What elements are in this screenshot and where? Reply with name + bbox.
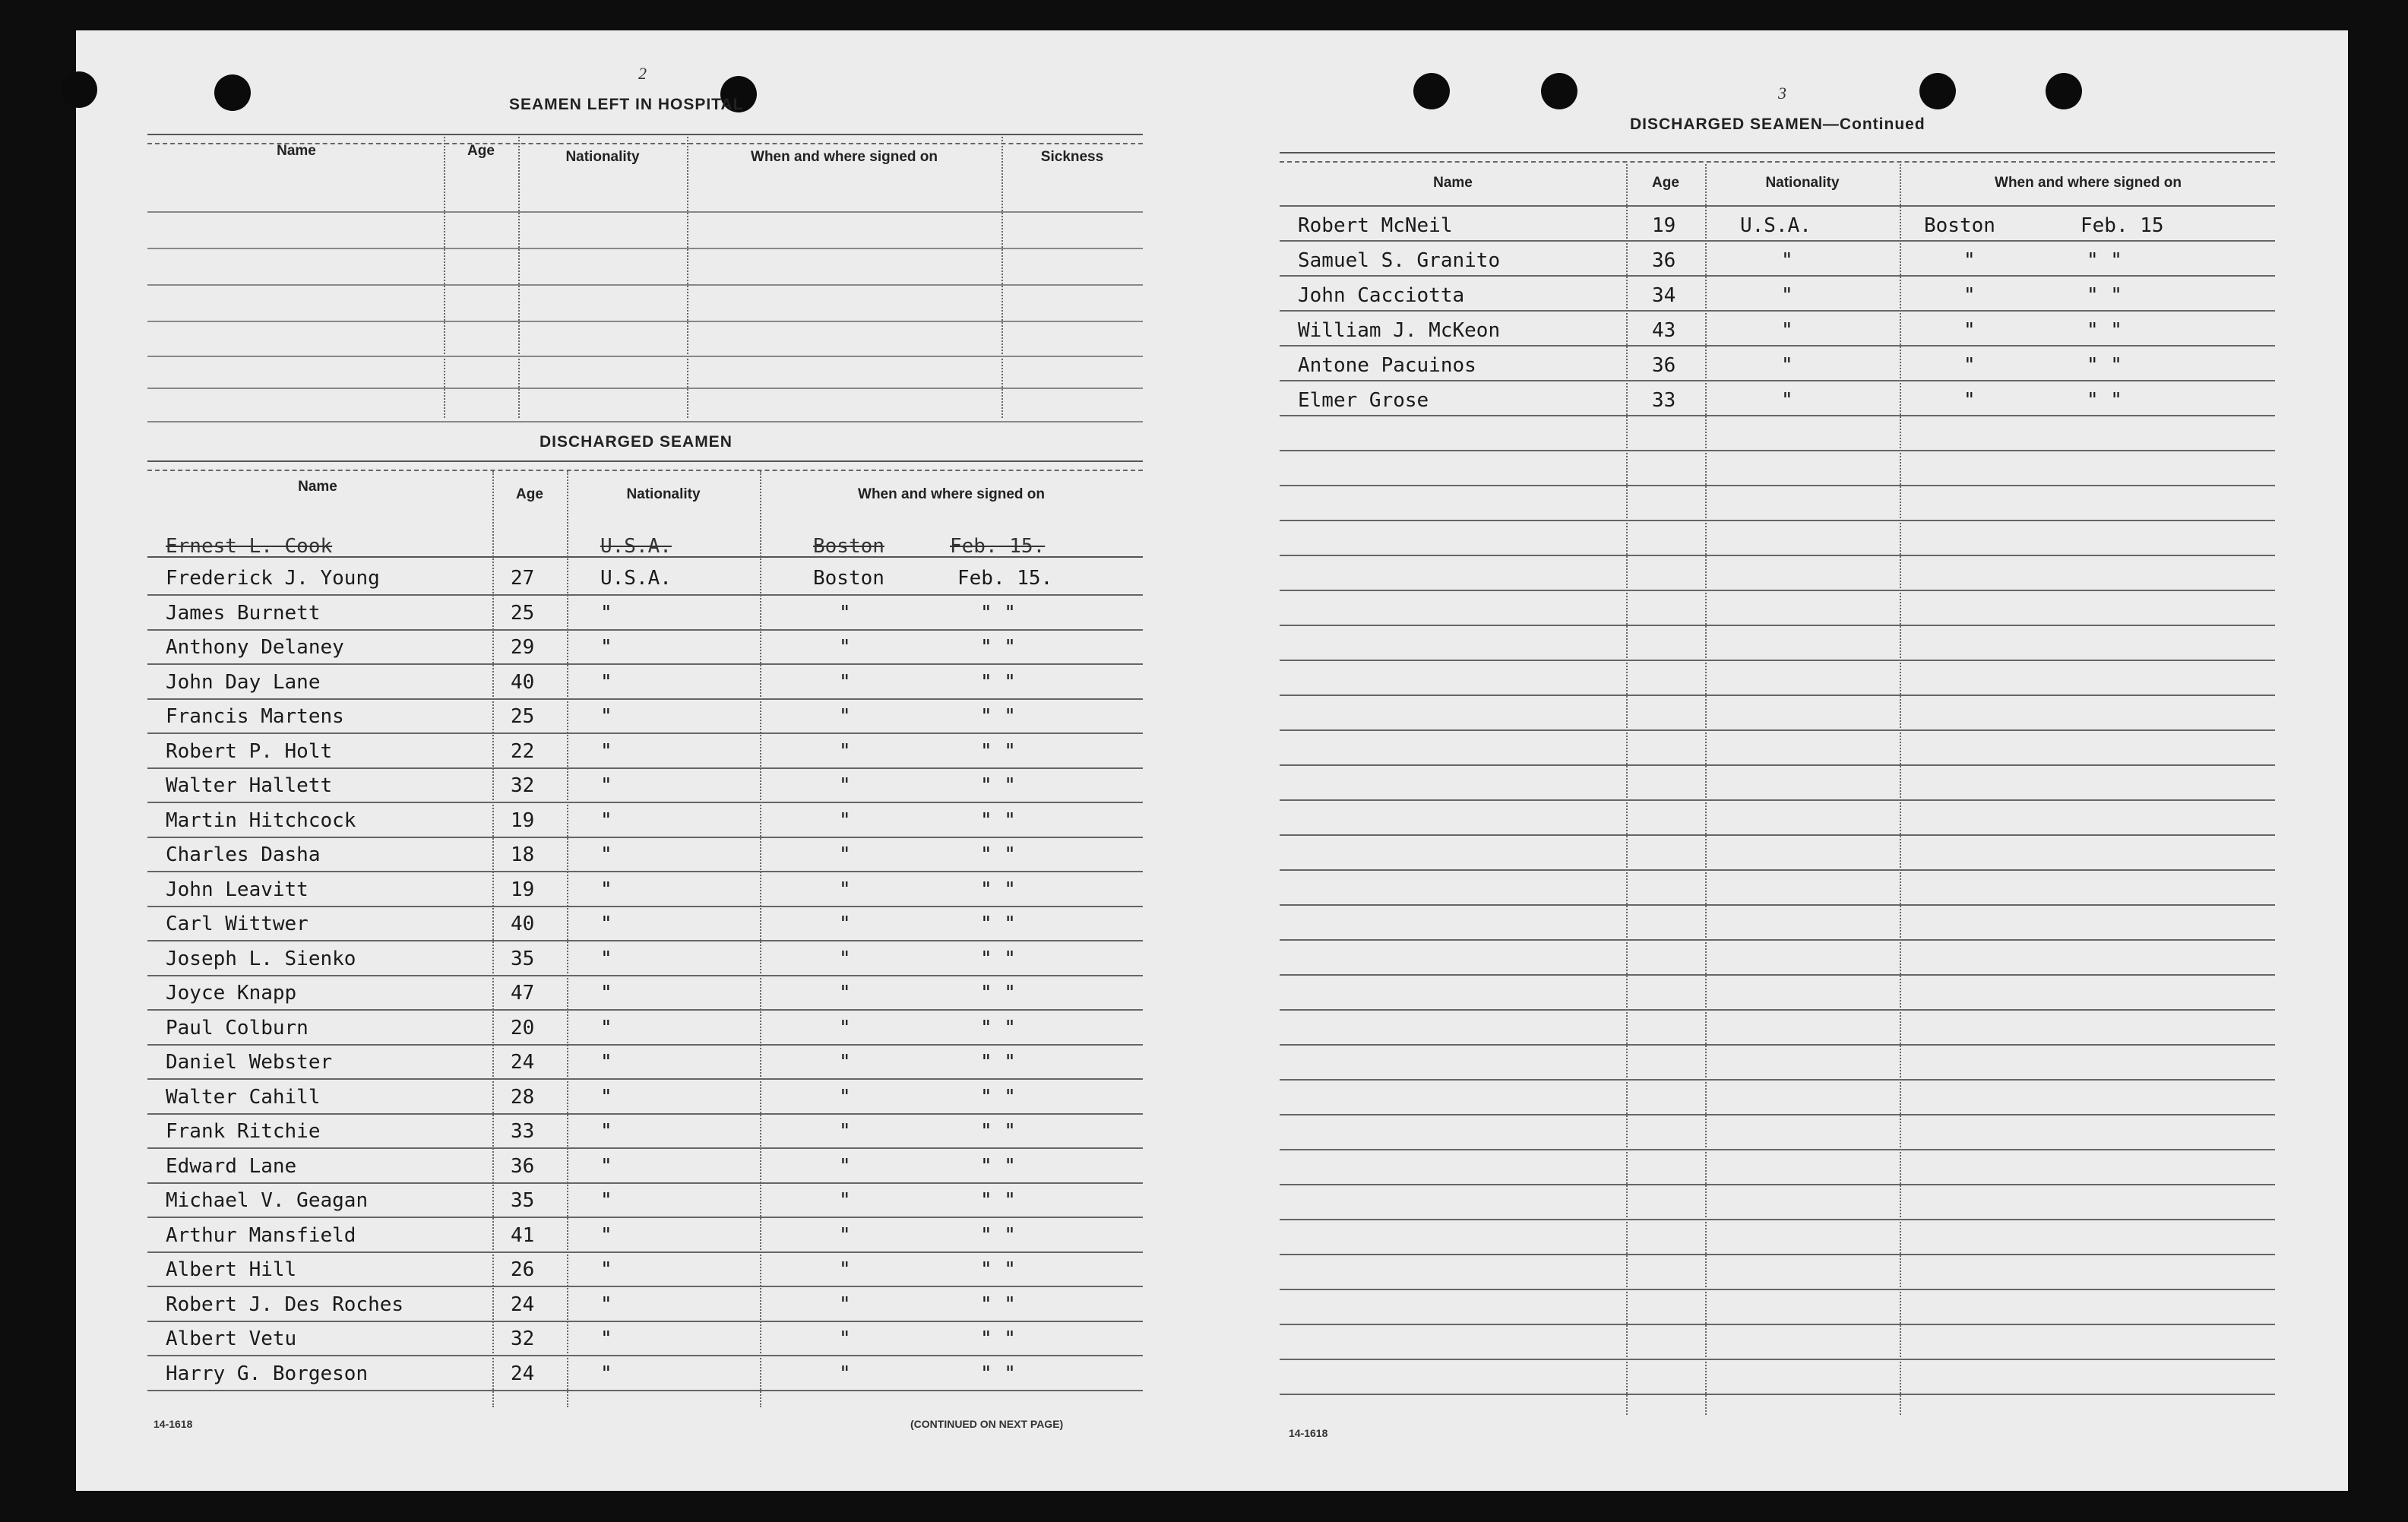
- struck-date: Feb. 15.: [950, 535, 1046, 558]
- seaman-nationality: ": [600, 1189, 612, 1212]
- table-rule: [147, 1251, 1143, 1253]
- table-rule: [1280, 974, 2275, 976]
- signed-place: ": [839, 948, 851, 970]
- seaman-age: 36: [511, 1155, 535, 1178]
- column-divider: [492, 471, 494, 1407]
- signed-place: Boston: [1924, 214, 1995, 237]
- table-rule: [147, 906, 1143, 907]
- seaman-nationality: ": [600, 1086, 612, 1109]
- table-rule: [1280, 1219, 2275, 1220]
- signed-date: " ": [980, 636, 1016, 659]
- table-rule: [147, 594, 1143, 596]
- struck-place: Boston: [813, 535, 884, 558]
- table-rule: [1280, 625, 2275, 626]
- table-rule: [1280, 205, 2275, 207]
- seaman-name: Samuel S. Granito: [1298, 249, 1501, 272]
- seaman-nationality: ": [600, 1120, 612, 1143]
- column-header: Name: [298, 479, 337, 495]
- right-title: DISCHARGED SEAMEN—Continued: [1630, 115, 1925, 133]
- column-header: Nationality: [1765, 175, 1840, 191]
- signed-place: ": [839, 843, 851, 866]
- seaman-nationality: ": [600, 1017, 612, 1039]
- table-rule: [147, 356, 1143, 357]
- seaman-name: Frank Ritchie: [166, 1120, 321, 1143]
- right-page: [1216, 30, 2348, 1491]
- signed-date: " ": [980, 809, 1016, 832]
- seaman-nationality: ": [1781, 389, 1793, 412]
- seaman-name: Charles Dasha: [166, 843, 321, 866]
- table-rule: [147, 1147, 1143, 1149]
- seaman-nationality: ": [600, 774, 612, 797]
- column-header: Sickness: [1040, 149, 1104, 165]
- signed-place: ": [839, 878, 851, 901]
- signed-date: " ": [2087, 354, 2122, 377]
- seaman-age: 24: [511, 1293, 535, 1316]
- signed-place: ": [839, 1051, 851, 1074]
- table-rule: [1280, 660, 2275, 661]
- table-rule: [1280, 939, 2275, 941]
- column-header: Nationality: [626, 486, 701, 502]
- seaman-name: Albert Vetu: [166, 1327, 297, 1350]
- signed-place: ": [1963, 284, 1976, 307]
- table-rule: [1280, 729, 2275, 731]
- table-rule: [147, 421, 1143, 422]
- column-divider: [687, 137, 688, 418]
- seaman-age: 26: [511, 1258, 535, 1281]
- seaman-nationality: ": [1781, 249, 1793, 272]
- table-rule: [147, 388, 1143, 389]
- signed-date: " ": [980, 913, 1016, 935]
- seaman-name: Francis Martens: [166, 705, 344, 728]
- seaman-name: Albert Hill: [166, 1258, 297, 1281]
- table-rule: [147, 211, 1143, 213]
- table-rule: [1280, 799, 2275, 801]
- signed-place: ": [839, 1224, 851, 1247]
- seaman-age: 40: [511, 913, 535, 935]
- signed-place: ": [839, 1086, 851, 1109]
- table-rule: [1280, 240, 2275, 242]
- seaman-nationality: ": [1781, 319, 1793, 342]
- column-divider: [1900, 164, 1901, 1415]
- seaman-age: 27: [511, 567, 535, 590]
- table-rule: [147, 698, 1143, 700]
- seaman-age: 43: [1652, 319, 1676, 342]
- struck-nationality: U.S.A.: [600, 535, 672, 558]
- table-rule: [1280, 1254, 2275, 1255]
- seaman-nationality: ": [600, 809, 612, 832]
- page-number: 2: [638, 64, 647, 83]
- continued-note: (CONTINUED ON NEXT PAGE): [910, 1418, 1064, 1430]
- struck-name: Ernest L. Cook: [166, 535, 333, 558]
- seaman-age: 25: [511, 705, 535, 728]
- signed-date: " ": [2087, 284, 2122, 307]
- table-rule: [1280, 1324, 2275, 1325]
- table-rule: [1280, 1044, 2275, 1046]
- table-rule: [147, 871, 1143, 872]
- seaman-name: Robert P. Holt: [166, 740, 333, 763]
- seaman-name: John Cacciotta: [1298, 284, 1465, 307]
- column-header: Name: [277, 143, 316, 159]
- table-rule: [147, 284, 1143, 286]
- seaman-name: James Burnett: [166, 602, 321, 625]
- seaman-age: 33: [1652, 389, 1676, 412]
- seaman-age: 32: [511, 1327, 535, 1350]
- seaman-nationality: ": [600, 843, 612, 866]
- signed-date: " ": [980, 1293, 1016, 1316]
- hospital-title: SEAMEN LEFT IN HOSPITAL: [509, 96, 744, 113]
- table-rule: [1280, 161, 2275, 163]
- signed-date: Feb. 15: [2080, 214, 2164, 237]
- seaman-nationality: ": [1781, 284, 1793, 307]
- table-rule: [1280, 415, 2275, 416]
- signed-place: ": [839, 740, 851, 763]
- table-rule: [1280, 1184, 2275, 1185]
- column-header: Age: [516, 486, 543, 502]
- signed-date: " ": [980, 774, 1016, 797]
- seaman-age: 19: [511, 878, 535, 901]
- table-rule: [1280, 520, 2275, 521]
- column-header: When and where signed on: [1995, 175, 2182, 191]
- seaman-name: John Day Lane: [166, 671, 321, 694]
- seaman-nationality: ": [600, 878, 612, 901]
- seaman-age: 19: [511, 809, 535, 832]
- seaman-name: Arthur Mansfield: [166, 1224, 356, 1247]
- seaman-nationality: ": [600, 948, 612, 970]
- seaman-age: 25: [511, 602, 535, 625]
- seaman-age: 36: [1652, 249, 1676, 272]
- seaman-nationality: ": [600, 705, 612, 728]
- seaman-name: Daniel Webster: [166, 1051, 333, 1074]
- table-rule: [147, 248, 1143, 249]
- seaman-age: 32: [511, 774, 535, 797]
- table-rule: [1280, 1394, 2275, 1395]
- signed-date: " ": [980, 1189, 1016, 1212]
- signed-place: ": [839, 982, 851, 1005]
- signed-place: ": [839, 1327, 851, 1350]
- seaman-age: 34: [1652, 284, 1676, 307]
- signed-date: " ": [980, 1051, 1016, 1074]
- table-rule: [147, 556, 1143, 558]
- table-rule: [1280, 555, 2275, 556]
- signed-date: " ": [980, 602, 1016, 625]
- table-rule: [1280, 1079, 2275, 1081]
- signed-place: Boston: [813, 567, 884, 590]
- table-rule: [1280, 450, 2275, 451]
- signed-place: ": [839, 1155, 851, 1178]
- table-rule: [147, 321, 1143, 322]
- table-rule: [1280, 485, 2275, 486]
- seaman-age: 19: [1652, 214, 1676, 237]
- seaman-name: Joyce Knapp: [166, 982, 297, 1005]
- table-rule: [147, 134, 1143, 135]
- column-divider: [1626, 164, 1628, 1415]
- signed-date: " ": [980, 1120, 1016, 1143]
- seaman-age: 20: [511, 1017, 535, 1039]
- table-rule: [147, 1078, 1143, 1080]
- signed-date: " ": [980, 1327, 1016, 1350]
- signed-date: " ": [980, 1362, 1016, 1385]
- seaman-name: John Leavitt: [166, 878, 309, 901]
- seaman-nationality: ": [600, 1224, 612, 1247]
- seaman-name: Anthony Delaney: [166, 636, 344, 659]
- column-divider: [1705, 164, 1707, 1415]
- seaman-nationality: ": [600, 1155, 612, 1178]
- signed-place: ": [839, 1293, 851, 1316]
- signed-date: " ": [2087, 389, 2122, 412]
- seaman-nationality: U.S.A.: [600, 567, 672, 590]
- signed-place: ": [839, 774, 851, 797]
- signed-date: " ": [980, 1258, 1016, 1281]
- table-rule: [147, 460, 1143, 462]
- seaman-nationality: ": [600, 671, 612, 694]
- signed-place: ": [839, 1362, 851, 1385]
- table-rule: [1280, 834, 2275, 836]
- seaman-nationality: ": [600, 1051, 612, 1074]
- column-divider: [567, 471, 568, 1407]
- signed-place: ": [839, 809, 851, 832]
- table-rule: [147, 733, 1143, 734]
- table-rule: [147, 1390, 1143, 1391]
- table-rule: [1280, 904, 2275, 906]
- seaman-nationality: ": [600, 1258, 612, 1281]
- table-rule: [147, 1217, 1143, 1218]
- table-rule: [147, 470, 1143, 471]
- table-rule: [147, 1286, 1143, 1287]
- table-rule: [147, 1182, 1143, 1184]
- seaman-age: 33: [511, 1120, 535, 1143]
- table-rule: [1280, 869, 2275, 871]
- table-rule: [1280, 695, 2275, 696]
- seaman-name: Paul Colburn: [166, 1017, 309, 1039]
- signed-place: ": [839, 671, 851, 694]
- column-divider: [760, 471, 761, 1407]
- seaman-name: Harry G. Borgeson: [166, 1362, 369, 1385]
- signed-date: " ": [2087, 319, 2122, 342]
- table-rule: [1280, 310, 2275, 312]
- signed-date: " ": [2087, 249, 2122, 272]
- seaman-name: Walter Hallett: [166, 774, 333, 797]
- seaman-age: 24: [511, 1362, 535, 1385]
- seaman-age: 24: [511, 1051, 535, 1074]
- table-rule: [1280, 1149, 2275, 1150]
- column-divider: [444, 137, 445, 418]
- table-rule: [147, 940, 1143, 941]
- column-divider: [518, 137, 520, 418]
- left-page: [76, 30, 1178, 1491]
- signed-place: ": [839, 705, 851, 728]
- seaman-nationality: ": [1781, 354, 1793, 377]
- table-rule: [147, 837, 1143, 838]
- column-header: Age: [1652, 175, 1679, 191]
- table-rule: [147, 1321, 1143, 1322]
- seaman-age: 28: [511, 1086, 535, 1109]
- table-rule: [1280, 1009, 2275, 1011]
- seaman-age: 35: [511, 1189, 535, 1212]
- seaman-name: Edward Lane: [166, 1155, 297, 1178]
- seaman-nationality: ": [600, 636, 612, 659]
- table-rule: [147, 1044, 1143, 1046]
- signed-place: ": [839, 1189, 851, 1212]
- seaman-nationality: U.S.A.: [1740, 214, 1812, 237]
- seaman-nationality: ": [600, 1362, 612, 1385]
- seaman-age: 40: [511, 671, 535, 694]
- seaman-age: 29: [511, 636, 535, 659]
- signed-place: ": [1963, 319, 1976, 342]
- seaman-age: 41: [511, 1224, 535, 1247]
- signed-date: " ": [980, 671, 1016, 694]
- seaman-name: Walter Cahill: [166, 1086, 321, 1109]
- signed-place: ": [839, 1258, 851, 1281]
- seaman-name: Martin Hitchcock: [166, 809, 356, 832]
- signed-date: " ": [980, 843, 1016, 866]
- signed-date: " ": [980, 1155, 1016, 1178]
- signed-date: " ": [980, 740, 1016, 763]
- signed-place: ": [1963, 249, 1976, 272]
- document-sheet: [76, 30, 2348, 1491]
- column-header: When and where signed on: [751, 149, 938, 165]
- form-number: 14-1618: [153, 1418, 193, 1430]
- table-rule: [147, 663, 1143, 665]
- signed-date: " ": [980, 1017, 1016, 1039]
- seaman-name: Carl Wittwer: [166, 913, 309, 935]
- table-rule: [1280, 1359, 2275, 1360]
- column-header: Nationality: [565, 149, 640, 165]
- table-rule: [147, 629, 1143, 631]
- table-rule: [1280, 1289, 2275, 1290]
- signed-date: " ": [980, 1086, 1016, 1109]
- seaman-nationality: ": [600, 740, 612, 763]
- table-rule: [1280, 590, 2275, 591]
- seaman-name: Robert McNeil: [1298, 214, 1453, 237]
- table-rule: [1280, 380, 2275, 381]
- table-rule: [147, 1009, 1143, 1011]
- seaman-age: 18: [511, 843, 535, 866]
- seaman-nationality: ": [600, 602, 612, 625]
- signed-place: ": [1963, 354, 1976, 377]
- seaman-age: 35: [511, 948, 535, 970]
- signed-place: ": [839, 602, 851, 625]
- signed-date: " ": [980, 1224, 1016, 1247]
- signed-place: ": [1963, 389, 1976, 412]
- signed-place: ": [839, 1120, 851, 1143]
- table-rule: [147, 802, 1143, 803]
- table-rule: [147, 1113, 1143, 1115]
- seaman-age: 36: [1652, 354, 1676, 377]
- column-divider: [1001, 137, 1003, 418]
- signed-place: ": [839, 913, 851, 935]
- signed-date: " ": [980, 878, 1016, 901]
- signed-date: " ": [980, 948, 1016, 970]
- table-rule: [1280, 152, 2275, 153]
- seaman-age: 47: [511, 982, 535, 1005]
- signed-date: Feb. 15.: [957, 567, 1053, 590]
- seaman-nationality: ": [600, 913, 612, 935]
- seaman-name: Joseph L. Sienko: [166, 948, 356, 970]
- seaman-name: Elmer Grose: [1298, 389, 1429, 412]
- seaman-name: Michael V. Geagan: [166, 1189, 369, 1212]
- signed-place: ": [839, 1017, 851, 1039]
- seaman-nationality: ": [600, 1293, 612, 1316]
- table-rule: [147, 975, 1143, 976]
- seaman-nationality: ": [600, 982, 612, 1005]
- column-header: When and where signed on: [858, 486, 1045, 502]
- seaman-name: Frederick J. Young: [166, 567, 380, 590]
- table-rule: [1280, 1114, 2275, 1115]
- seaman-name: Antone Pacuinos: [1298, 354, 1476, 377]
- signed-date: " ": [980, 705, 1016, 728]
- table-rule: [147, 1355, 1143, 1356]
- seaman-name: Robert J. Des Roches: [166, 1293, 404, 1316]
- table-rule: [1280, 275, 2275, 277]
- seaman-name: William J. McKeon: [1298, 319, 1501, 342]
- seaman-age: 22: [511, 740, 535, 763]
- form-number: 14-1618: [1289, 1427, 1328, 1439]
- table-rule: [1280, 345, 2275, 346]
- discharged-title: DISCHARGED SEAMEN: [540, 433, 733, 451]
- column-header: Age: [467, 143, 495, 159]
- signed-place: ": [839, 636, 851, 659]
- seaman-nationality: ": [600, 1327, 612, 1350]
- signed-date: " ": [980, 982, 1016, 1005]
- column-header: Name: [1433, 175, 1473, 191]
- table-rule: [1280, 764, 2275, 766]
- page-number: 3: [1778, 84, 1786, 103]
- table-rule: [147, 767, 1143, 769]
